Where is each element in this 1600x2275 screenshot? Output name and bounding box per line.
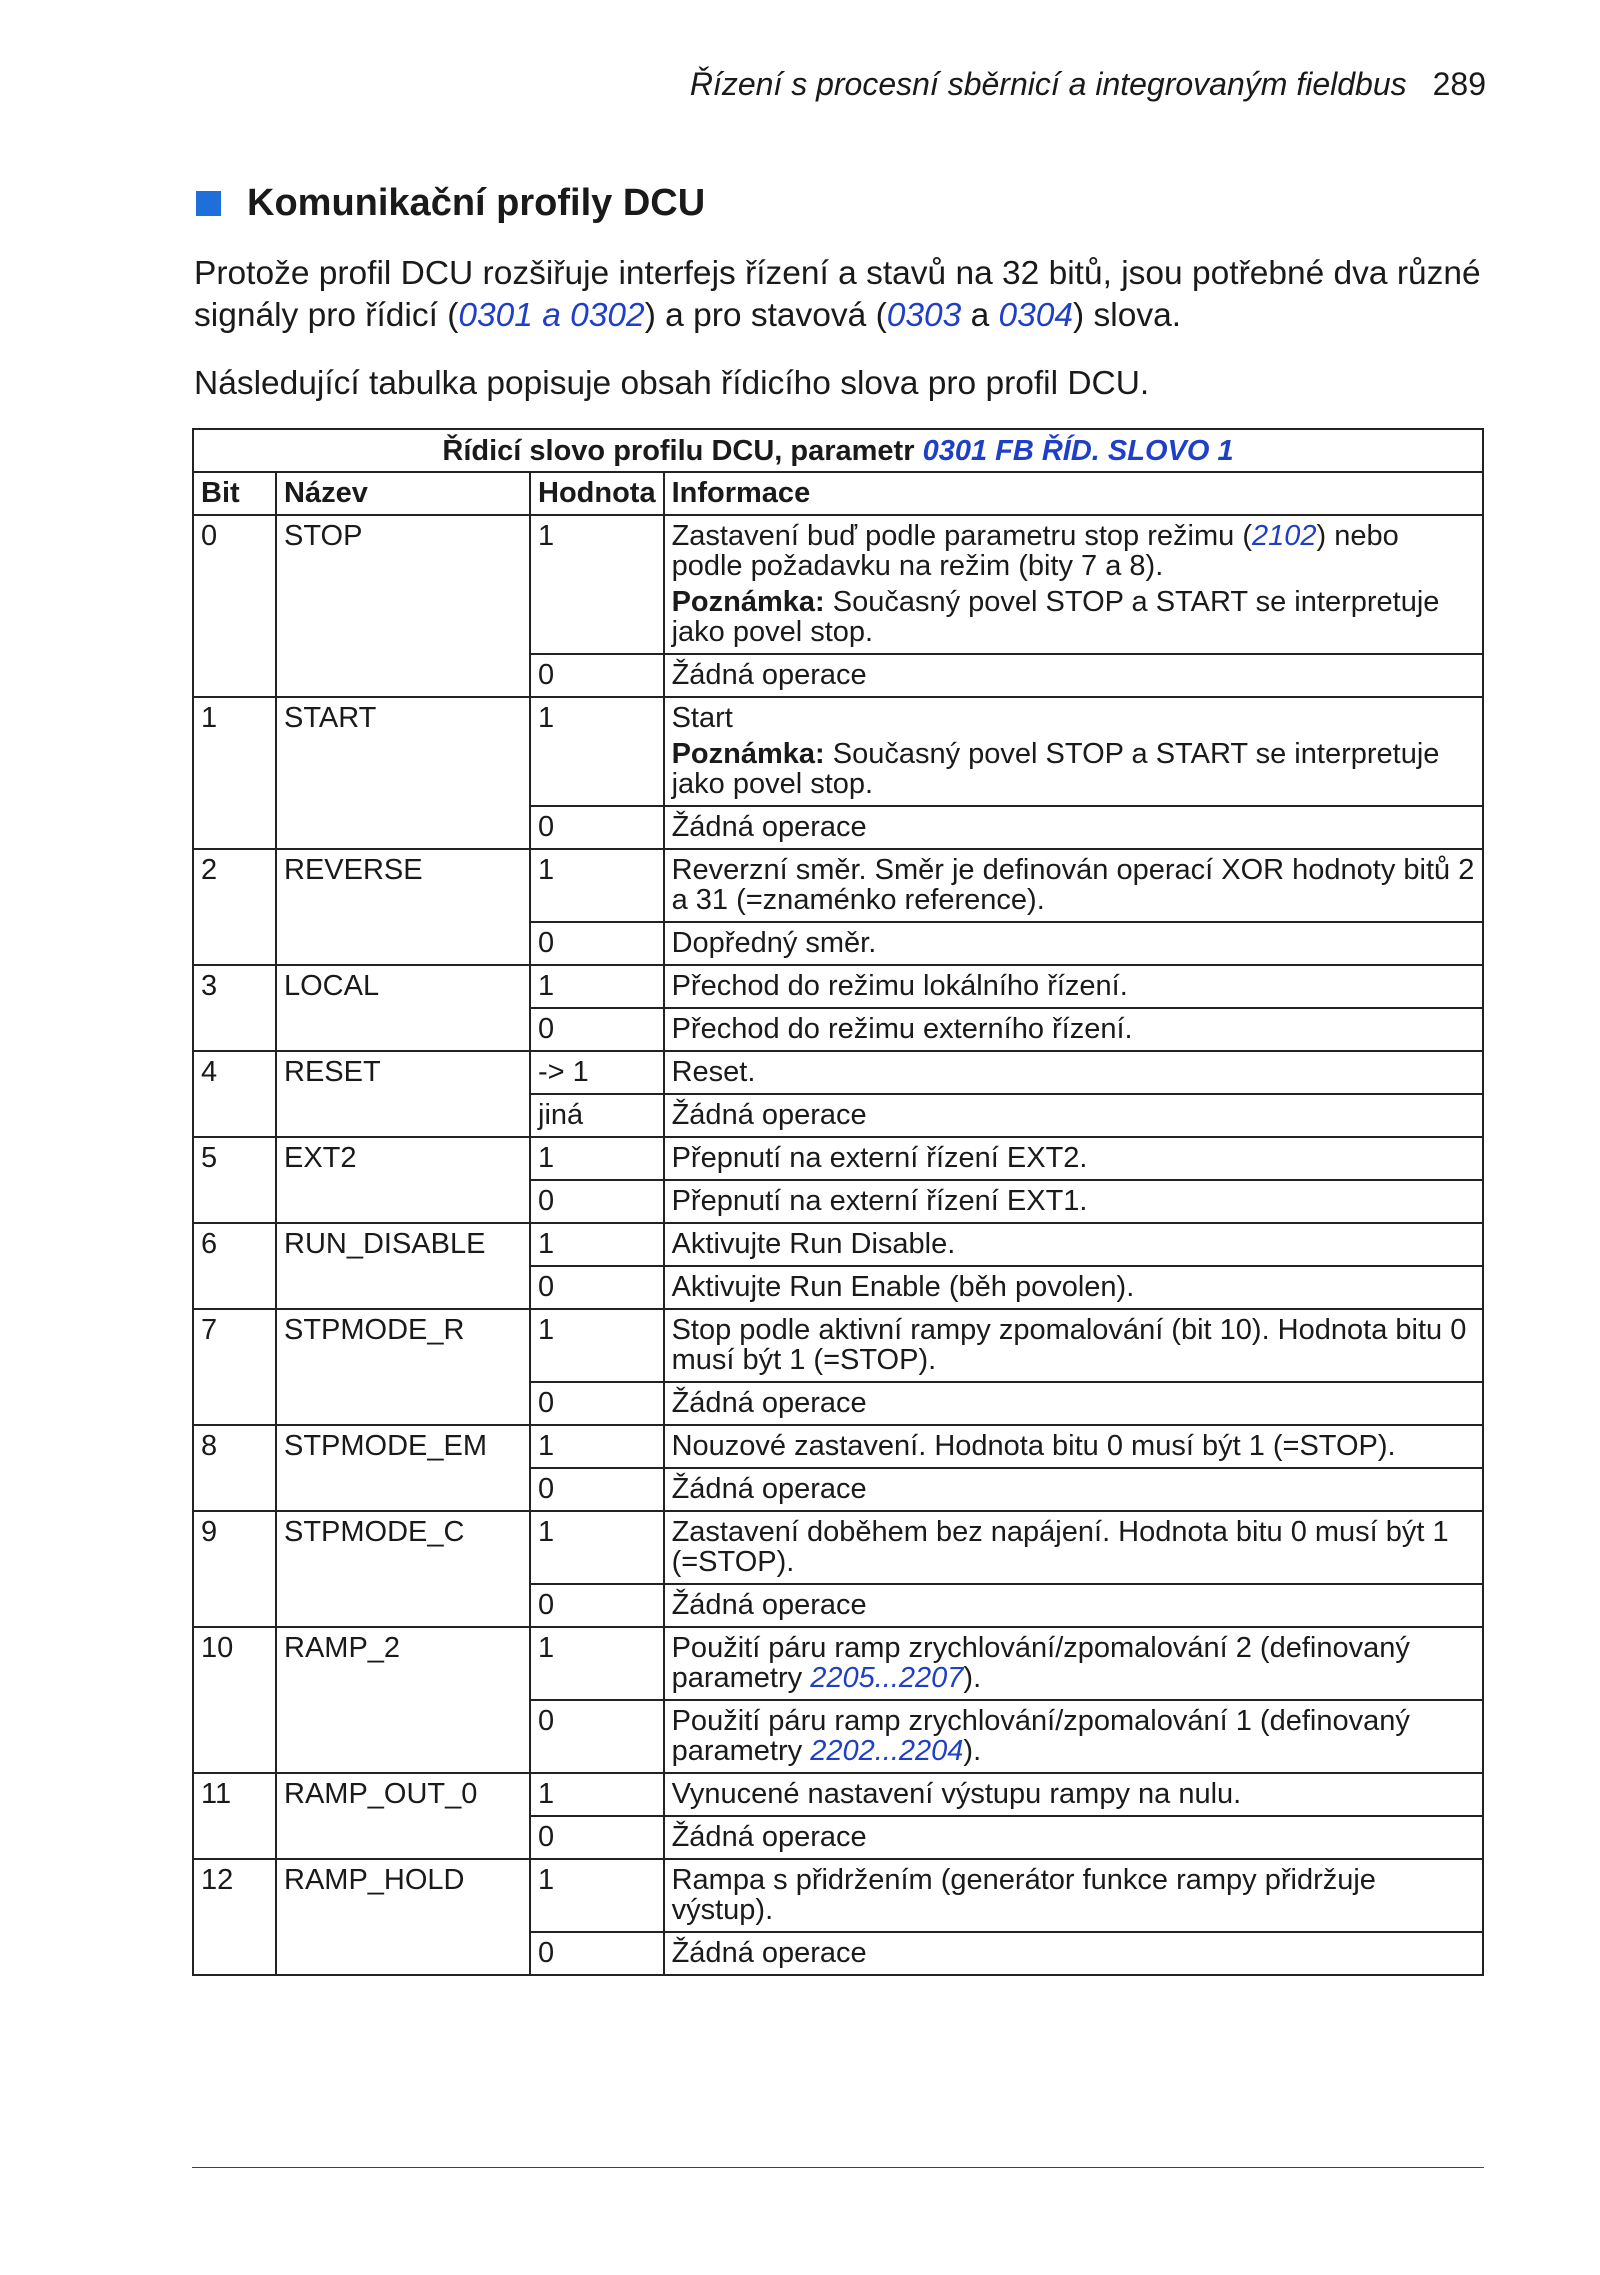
table-row	[193, 1051, 1483, 1094]
running-header	[690, 66, 1486, 103]
info-text: ).	[963, 1735, 982, 1767]
info-cell	[664, 1137, 1483, 1180]
bit-cell: 3	[193, 965, 276, 1051]
info-text: Použití páru ramp zrychlování/zpomalování 2 (definovaný parametry	[671, 1632, 1410, 1694]
footer-divider	[192, 2167, 1484, 2168]
value-cell: -> 1	[530, 1051, 664, 1094]
info-cell	[664, 1266, 1483, 1309]
info-text: Rampa s přidržením (generátor funkce rampy přidržuje výstup).	[671, 1864, 1376, 1926]
value-cell: 0	[530, 1468, 664, 1511]
intro-text: ) slova.	[1073, 297, 1182, 334]
param-link[interactable]: 2207	[898, 1662, 964, 1694]
value-cell: 1	[530, 515, 664, 654]
info-cell	[664, 1094, 1483, 1137]
name-cell: STPMODE_C	[276, 1511, 530, 1627]
info-text: Žádná operace	[671, 1099, 867, 1131]
info-text: Reset.	[671, 1056, 756, 1088]
table-row	[193, 1773, 1483, 1816]
info-cell	[664, 1008, 1483, 1051]
intro-text: Protože profil DCU rozšiřuje interfejs řízení a stavů na 32 bitů, jsou potřebné dva různé signály pro řídicí (	[194, 255, 1481, 334]
value-cell: 0	[530, 922, 664, 965]
value-cell: 0	[530, 1816, 664, 1859]
bit-cell: 5	[193, 1137, 276, 1223]
name-cell: RUN_DISABLE	[276, 1223, 530, 1309]
info-cell	[664, 1627, 1483, 1700]
info-cell	[664, 654, 1483, 697]
info-text: Žádná operace	[671, 811, 867, 843]
value-cell: 0	[530, 1584, 664, 1627]
info-cell	[664, 1223, 1483, 1266]
table-row	[193, 965, 1483, 1008]
table-row	[193, 1309, 1483, 1382]
note-label: Poznámka:	[671, 586, 825, 618]
bit-cell: 11	[193, 1773, 276, 1859]
info-cell	[664, 1468, 1483, 1511]
info-text: Nouzové zastavení. Hodnota bitu 0 musí být 1 (=STOP).	[671, 1430, 1396, 1462]
bit-cell: 2	[193, 849, 276, 965]
value-cell: 1	[530, 1223, 664, 1266]
info-text: Žádná operace	[671, 1937, 867, 1969]
range-separator: ...	[874, 1662, 899, 1694]
column-header-bit: Bit	[193, 472, 276, 515]
column-header-value: Hodnota	[530, 472, 664, 515]
info-cell	[664, 1932, 1483, 1975]
value-cell: 1	[530, 1859, 664, 1932]
info-text: Žádná operace	[671, 1387, 867, 1419]
value-cell: 1	[530, 1137, 664, 1180]
value-cell: 0	[530, 654, 664, 697]
info-text: Žádná operace	[671, 1589, 867, 1621]
info-text: Aktivujte Run Disable.	[671, 1228, 956, 1260]
info-cell	[664, 1180, 1483, 1223]
bit-cell: 0	[193, 515, 276, 697]
table-row	[193, 849, 1483, 922]
table-row	[193, 1859, 1483, 1932]
table-title	[193, 429, 1483, 472]
bit-cell: 1	[193, 697, 276, 849]
info-text: Přepnutí na externí řízení EXT1.	[671, 1185, 1088, 1217]
name-cell: STPMODE_EM	[276, 1425, 530, 1511]
info-text: Zastavení buď podle parametru stop režimu (	[671, 520, 1252, 552]
info-text: Přechod do režimu externího řízení.	[671, 1013, 1133, 1045]
intro-text: ) a pro stavová (	[644, 297, 887, 334]
table-row	[193, 697, 1483, 806]
name-cell: RAMP_HOLD	[276, 1859, 530, 1975]
name-cell: EXT2	[276, 1137, 530, 1223]
param-link[interactable]: 2204	[898, 1735, 964, 1767]
value-cell: 1	[530, 1627, 664, 1700]
info-cell	[664, 806, 1483, 849]
value-cell: 1	[530, 1773, 664, 1816]
info-cell	[664, 1309, 1483, 1382]
section-title-text: Komunikační profily DCU	[247, 182, 706, 224]
param-link-0301-title[interactable]: 0301 FB ŘÍD. SLOVO 1	[922, 435, 1234, 467]
page-number: 289	[1432, 66, 1486, 102]
info-cell	[664, 1425, 1483, 1468]
value-cell: 0	[530, 806, 664, 849]
bit-cell: 10	[193, 1627, 276, 1773]
info-cell	[664, 1700, 1483, 1773]
bit-cell: 9	[193, 1511, 276, 1627]
name-cell: RAMP_2	[276, 1627, 530, 1773]
info-cell	[664, 1816, 1483, 1859]
info-cell	[664, 515, 1483, 654]
table-row	[193, 1137, 1483, 1180]
note-text: Současný povel STOP a START se interpretuje jako povel stop.	[671, 586, 1440, 648]
value-cell: 0	[530, 1382, 664, 1425]
header-title: Řízení s procesní sběrnicí a integrovaným fieldbus	[689, 66, 1407, 102]
value-cell: 0	[530, 1008, 664, 1051]
info-cell	[664, 1051, 1483, 1094]
name-cell: STOP	[276, 515, 530, 697]
param-link-0301[interactable]: 0301	[458, 297, 533, 334]
info-cell	[664, 1584, 1483, 1627]
note-label: Poznámka:	[671, 738, 825, 770]
info-text: Přechod do režimu lokálního řízení.	[671, 970, 1128, 1002]
param-link[interactable]: 2202	[810, 1735, 875, 1767]
value-cell: 0	[530, 1266, 664, 1309]
name-cell: STPMODE_R	[276, 1309, 530, 1425]
info-cell	[664, 1859, 1483, 1932]
control-word-table	[192, 428, 1484, 1976]
column-header-name: Název	[276, 472, 530, 515]
table-row	[193, 1511, 1483, 1584]
info-text: Zastavení doběhem bez napájení. Hodnota bitu 0 musí být 1 (=STOP).	[671, 1516, 1449, 1578]
name-cell: START	[276, 697, 530, 849]
table-row	[193, 1223, 1483, 1266]
range-separator: ...	[874, 1735, 899, 1767]
info-cell	[664, 697, 1483, 806]
value-cell: 0	[530, 1700, 664, 1773]
value-cell: 0	[530, 1180, 664, 1223]
info-cell	[664, 965, 1483, 1008]
info-text: ) nebo podle požadavku na režim (bity 7 a 8).	[671, 520, 1399, 582]
intro-text: a	[961, 297, 999, 334]
info-text: Dopředný směr.	[671, 927, 877, 959]
name-cell: REVERSE	[276, 849, 530, 965]
column-header-info: Informace	[664, 472, 1483, 515]
info-text: Žádná operace	[671, 659, 867, 691]
info-text: Aktivujte Run Enable (běh povolen).	[671, 1271, 1135, 1303]
bit-cell: 6	[193, 1223, 276, 1309]
info-text: Žádná operace	[671, 1473, 867, 1505]
intro-conjunction: a	[532, 297, 571, 334]
intro-paragraph	[194, 253, 1494, 337]
table-row	[193, 1425, 1483, 1468]
info-cell	[664, 1773, 1483, 1816]
info-text: Reverzní směr. Směr je definován operací XOR hodnoty bitů 2 a 31 (=znaménko reference).	[671, 854, 1475, 916]
bit-cell: 4	[193, 1051, 276, 1137]
value-cell: jiná	[530, 1094, 664, 1137]
bit-cell: 8	[193, 1425, 276, 1511]
note-text: Současný povel STOP a START se interpretuje jako povel stop.	[671, 738, 1440, 800]
value-cell: 0	[530, 1932, 664, 1975]
value-cell: 1	[530, 1309, 664, 1382]
name-cell: RAMP_OUT_0	[276, 1773, 530, 1859]
info-text: Použití páru ramp zrychlování/zpomalování 1 (definovaný parametry	[671, 1705, 1410, 1767]
info-cell	[664, 1382, 1483, 1425]
info-text: Start	[671, 702, 733, 734]
value-cell: 1	[530, 697, 664, 806]
info-text: ).	[963, 1662, 982, 1694]
table-row	[193, 1627, 1483, 1700]
value-cell: 1	[530, 1425, 664, 1468]
info-text: Vynucené nastavení výstupu rampy na nulu.	[671, 1778, 1242, 1810]
bit-cell: 12	[193, 1859, 276, 1975]
table-description: Následující tabulka popisuje obsah řídicího slova pro profil DCU.	[194, 365, 1150, 402]
name-cell: RESET	[276, 1051, 530, 1137]
section-heading	[196, 182, 705, 225]
info-cell	[664, 1511, 1483, 1584]
param-link-0304[interactable]: 0304	[998, 297, 1074, 334]
bit-cell: 7	[193, 1309, 276, 1425]
value-cell: 1	[530, 849, 664, 922]
note	[672, 739, 1475, 799]
name-cell: LOCAL	[276, 965, 530, 1051]
info-text: Stop podle aktivní rampy zpomalování (bit 10). Hodnota bitu 0 musí být 1 (=STOP).	[671, 1314, 1467, 1376]
value-cell: 1	[530, 965, 664, 1008]
param-link[interactable]: 2102	[1251, 520, 1317, 552]
info-cell	[664, 849, 1483, 922]
value-cell: 1	[530, 1511, 664, 1584]
param-link-0303[interactable]: 0303	[886, 297, 962, 334]
param-link-0302[interactable]: 0302	[570, 297, 645, 334]
blue-square-icon	[196, 191, 221, 216]
param-link[interactable]: 2205	[810, 1662, 875, 1694]
table-title-text: Řídicí slovo profilu DCU, parametr	[442, 435, 923, 467]
info-text: Žádná operace	[671, 1821, 867, 1853]
note	[672, 587, 1475, 647]
info-cell	[664, 922, 1483, 965]
info-text: Přepnutí na externí řízení EXT2.	[671, 1142, 1088, 1174]
table-row	[193, 515, 1483, 654]
